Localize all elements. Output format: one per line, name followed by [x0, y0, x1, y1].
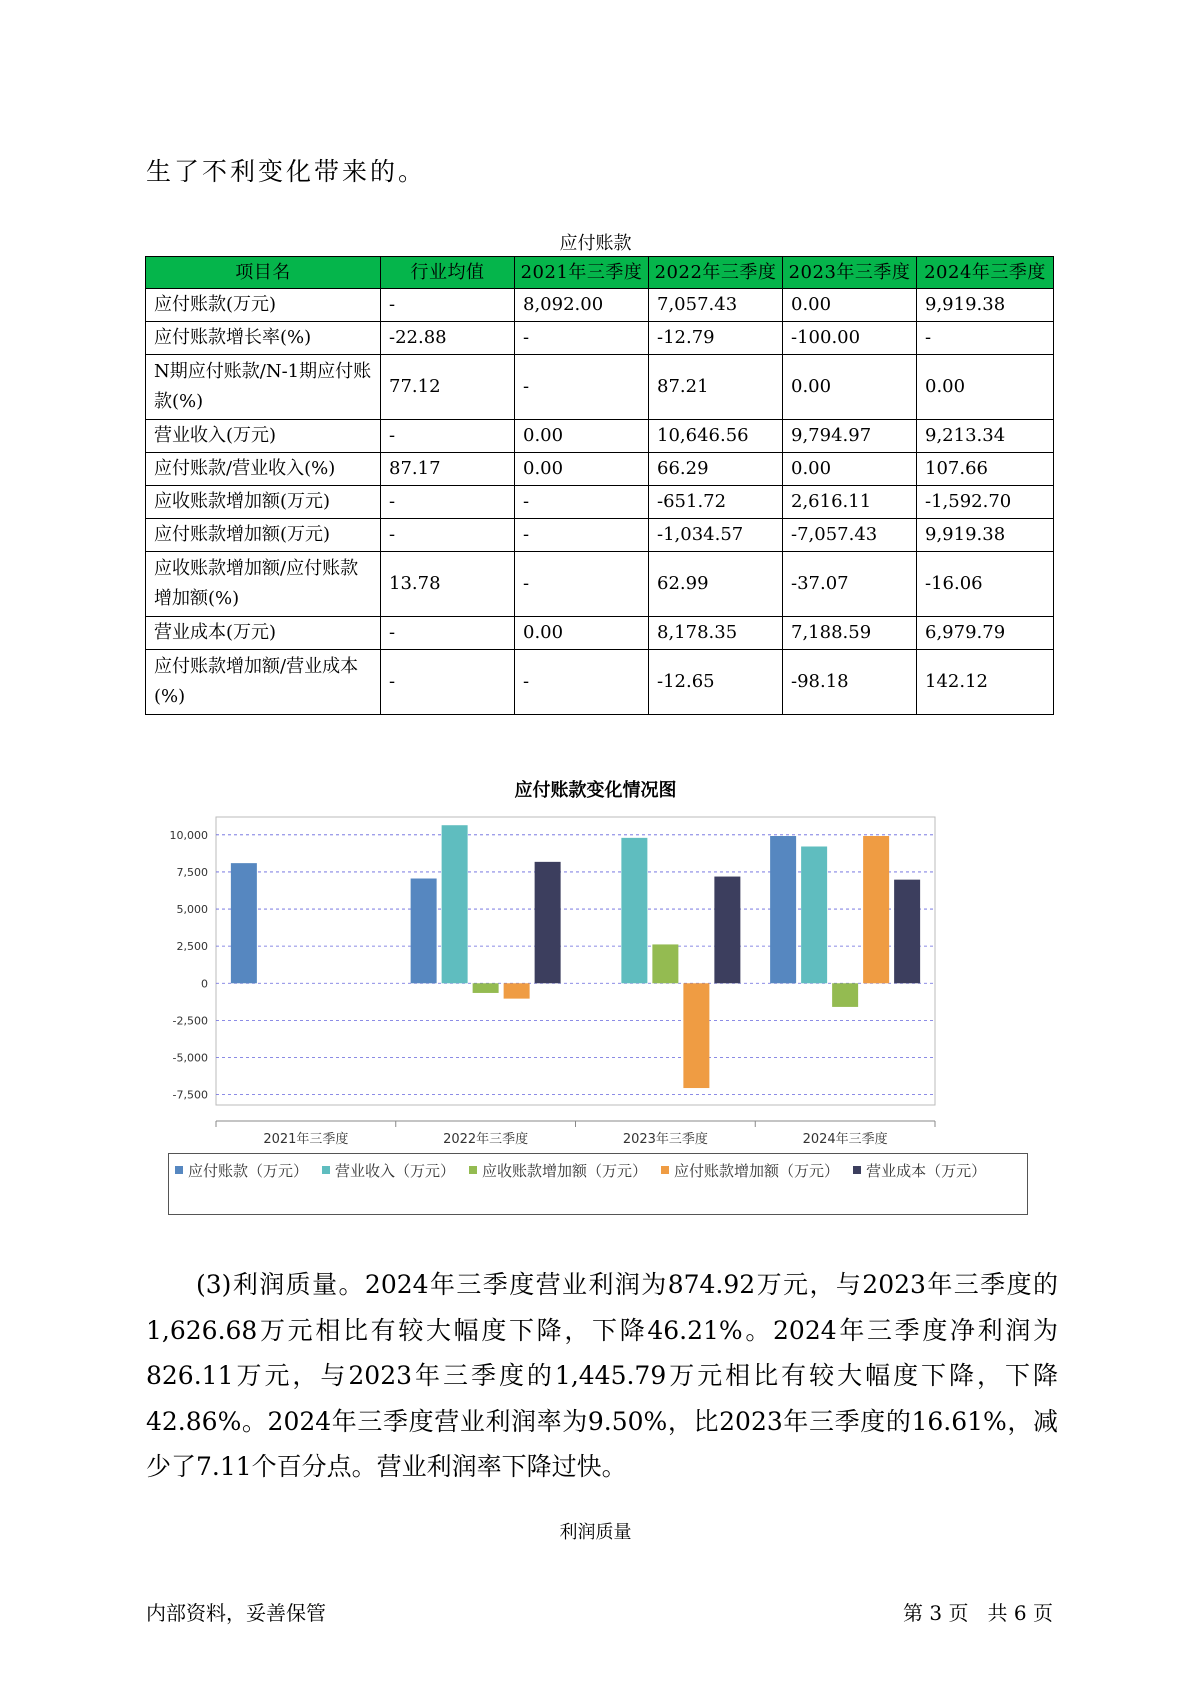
table-cell: 142.12: [917, 650, 1054, 715]
table-cell: 0.00: [783, 453, 917, 486]
table-cell: 9,919.38: [917, 519, 1054, 552]
table-cell: 9,794.97: [783, 420, 917, 453]
table-row: [146, 322, 1054, 355]
legend-label: 应付账款（万元）: [188, 1161, 309, 1180]
table-cell: -12.79: [649, 322, 783, 355]
table-row: [146, 355, 1054, 420]
x-tick-label: 2022年三季度: [443, 1132, 529, 1147]
bar: [714, 877, 740, 984]
table-cell: -1,034.57: [649, 519, 783, 552]
col-header: 2022年三季度: [649, 257, 783, 289]
table-row: [146, 289, 1054, 322]
table-cell: 0.00: [783, 355, 917, 420]
bar: [621, 838, 647, 983]
payables-table: [145, 256, 1054, 715]
y-tick-label: -5,000: [172, 1051, 208, 1065]
bar: [535, 862, 561, 983]
chart-bars: [231, 825, 920, 1088]
col-header: 行业均值: [381, 257, 515, 289]
page-number: 第 3 页 共 6 页: [903, 1601, 1053, 1625]
legend-swatch: [322, 1166, 330, 1174]
y-tick-label: 0: [201, 977, 208, 991]
bar: [832, 983, 858, 1007]
table-row: [146, 486, 1054, 519]
table-row: [146, 617, 1054, 650]
profit-quality-paragraph: [146, 1262, 1058, 1490]
table-cell: -: [381, 420, 515, 453]
table-cell: 87.21: [649, 355, 783, 420]
lead-text: 生了不利变化带来的。: [146, 157, 427, 186]
table-cell: 62.99: [649, 552, 783, 617]
table-cell: -22.88: [381, 322, 515, 355]
table-cell: 107.66: [917, 453, 1054, 486]
table-cell: -651.72: [649, 486, 783, 519]
bar: [894, 880, 920, 984]
y-tick-label: -7,500: [172, 1088, 208, 1102]
legend-label: 应收账款增加额（万元）: [482, 1161, 648, 1180]
table-cell: 13.78: [381, 552, 515, 617]
legend-item: [853, 1159, 986, 1181]
bar: [863, 836, 889, 983]
chart-legend: [168, 1153, 1028, 1215]
legend-item: [175, 1159, 308, 1181]
bar: [770, 836, 796, 983]
table-cell: 8,178.35: [649, 617, 783, 650]
row-label: 应付账款增长率(%): [146, 322, 381, 355]
x-tick-label: 2023年三季度: [622, 1132, 708, 1147]
col-header: 2023年三季度: [783, 257, 917, 289]
table-cell: 77.12: [381, 355, 515, 420]
chart-grid: [216, 817, 935, 1105]
row-label: 应付账款增加额/营业成本(%): [146, 650, 381, 715]
col-header: 2021年三季度: [515, 257, 649, 289]
bar: [442, 825, 468, 983]
bar: [411, 878, 437, 983]
table-caption: 应付账款: [559, 233, 632, 254]
table-row: [146, 650, 1054, 715]
table-cell: 0.00: [515, 453, 649, 486]
y-tick-label: 5,000: [176, 903, 208, 917]
table-row: [146, 453, 1054, 486]
bar: [652, 944, 678, 983]
table-cell: -: [515, 552, 649, 617]
table-cell: -1,592.70: [917, 486, 1054, 519]
table-row: [146, 420, 1054, 453]
row-label: N期应付账款/N-1期应付账款(%): [146, 355, 381, 420]
table-cell: 6,979.79: [917, 617, 1054, 650]
table-cell: -: [381, 486, 515, 519]
table-cell: -: [381, 519, 515, 552]
legend-swatch: [853, 1166, 861, 1174]
table-cell: 0.00: [515, 617, 649, 650]
table-cell: 0.00: [515, 420, 649, 453]
footer-left: 内部资料，妥善保管: [146, 1601, 326, 1625]
legend-swatch: [661, 1166, 669, 1174]
row-label: 应付账款/营业收入(%): [146, 453, 381, 486]
table-cell: 0.00: [917, 355, 1054, 420]
table-header-row: [146, 257, 1054, 289]
x-tick-label: 2021年三季度: [263, 1132, 349, 1147]
plot-frame: [216, 817, 935, 1105]
table-cell: -: [381, 289, 515, 322]
table-cell: -: [515, 519, 649, 552]
table-cell: 9,213.34: [917, 420, 1054, 453]
legend-item: [469, 1159, 647, 1181]
chart-title: 应付账款变化情况图: [514, 780, 677, 801]
table2-caption: 利润质量: [559, 1522, 632, 1543]
table-row: [146, 519, 1054, 552]
legend-label: 营业成本（万元）: [866, 1161, 987, 1180]
table-cell: 66.29: [649, 453, 783, 486]
col-header: 2024年三季度: [917, 257, 1054, 289]
row-label: 应付账款增加额(万元): [146, 519, 381, 552]
table-cell: -100.00: [783, 322, 917, 355]
legend-item: [661, 1159, 839, 1181]
table-cell: 87.17: [381, 453, 515, 486]
legend-label: 营业收入（万元）: [335, 1161, 456, 1180]
legend-swatch: [175, 1166, 183, 1174]
table-cell: -37.07: [783, 552, 917, 617]
row-label: 应收账款增加额/应付账款增加额(%): [146, 552, 381, 617]
table-cell: -: [515, 486, 649, 519]
table-cell: 8,092.00: [515, 289, 649, 322]
table-cell: -: [381, 617, 515, 650]
table-cell: -7,057.43: [783, 519, 917, 552]
table-cell: 9,919.38: [917, 289, 1054, 322]
y-tick-label: 2,500: [176, 940, 208, 954]
table-cell: -: [515, 355, 649, 420]
table-cell: -: [381, 650, 515, 715]
table-cell: 0.00: [783, 289, 917, 322]
table-cell: 2,616.11: [783, 486, 917, 519]
legend-swatch: [469, 1166, 477, 1174]
legend-label: 应付账款增加额（万元）: [674, 1161, 840, 1180]
y-tick-label: 10,000: [169, 828, 208, 842]
y-tick-label: -2,500: [172, 1014, 208, 1028]
bar: [801, 846, 827, 983]
bar: [683, 983, 709, 1088]
legend-item: [322, 1159, 455, 1181]
row-label: 应付账款(万元): [146, 289, 381, 322]
table-cell: -: [515, 650, 649, 715]
table-cell: 7,188.59: [783, 617, 917, 650]
table-cell: -: [917, 322, 1054, 355]
table-cell: -16.06: [917, 552, 1054, 617]
y-tick-label: 7,500: [176, 865, 208, 879]
table-cell: 10,646.56: [649, 420, 783, 453]
col-header: 项目名: [146, 257, 381, 289]
bar: [504, 983, 530, 998]
x-tick-label: 2024年三季度: [802, 1132, 888, 1147]
table-cell: -: [515, 322, 649, 355]
row-label: 营业收入(万元): [146, 420, 381, 453]
row-label: 应收账款增加额(万元): [146, 486, 381, 519]
bar: [473, 983, 499, 993]
bar: [231, 863, 257, 983]
paragraph-text: (3)利润质量。2024年三季度营业利润为874.92万元，与2023年三季度的1,626.68万元相比有较大幅度下降，下降46.21%。2024年三季度净利润为826.11万元，与2023年三季度的1,445.79万元相比有较大幅度下降，下降42.86%。2024年三季度营业利润率为9.50%，比2023年三季度的16.61%，减少了7.11个百分点。营业利润率下降过快。: [146, 1270, 1058, 1481]
row-label: 营业成本(万元): [146, 617, 381, 650]
table-row: [146, 552, 1054, 617]
table-cell: -98.18: [783, 650, 917, 715]
table-cell: -12.65: [649, 650, 783, 715]
table-cell: 7,057.43: [649, 289, 783, 322]
